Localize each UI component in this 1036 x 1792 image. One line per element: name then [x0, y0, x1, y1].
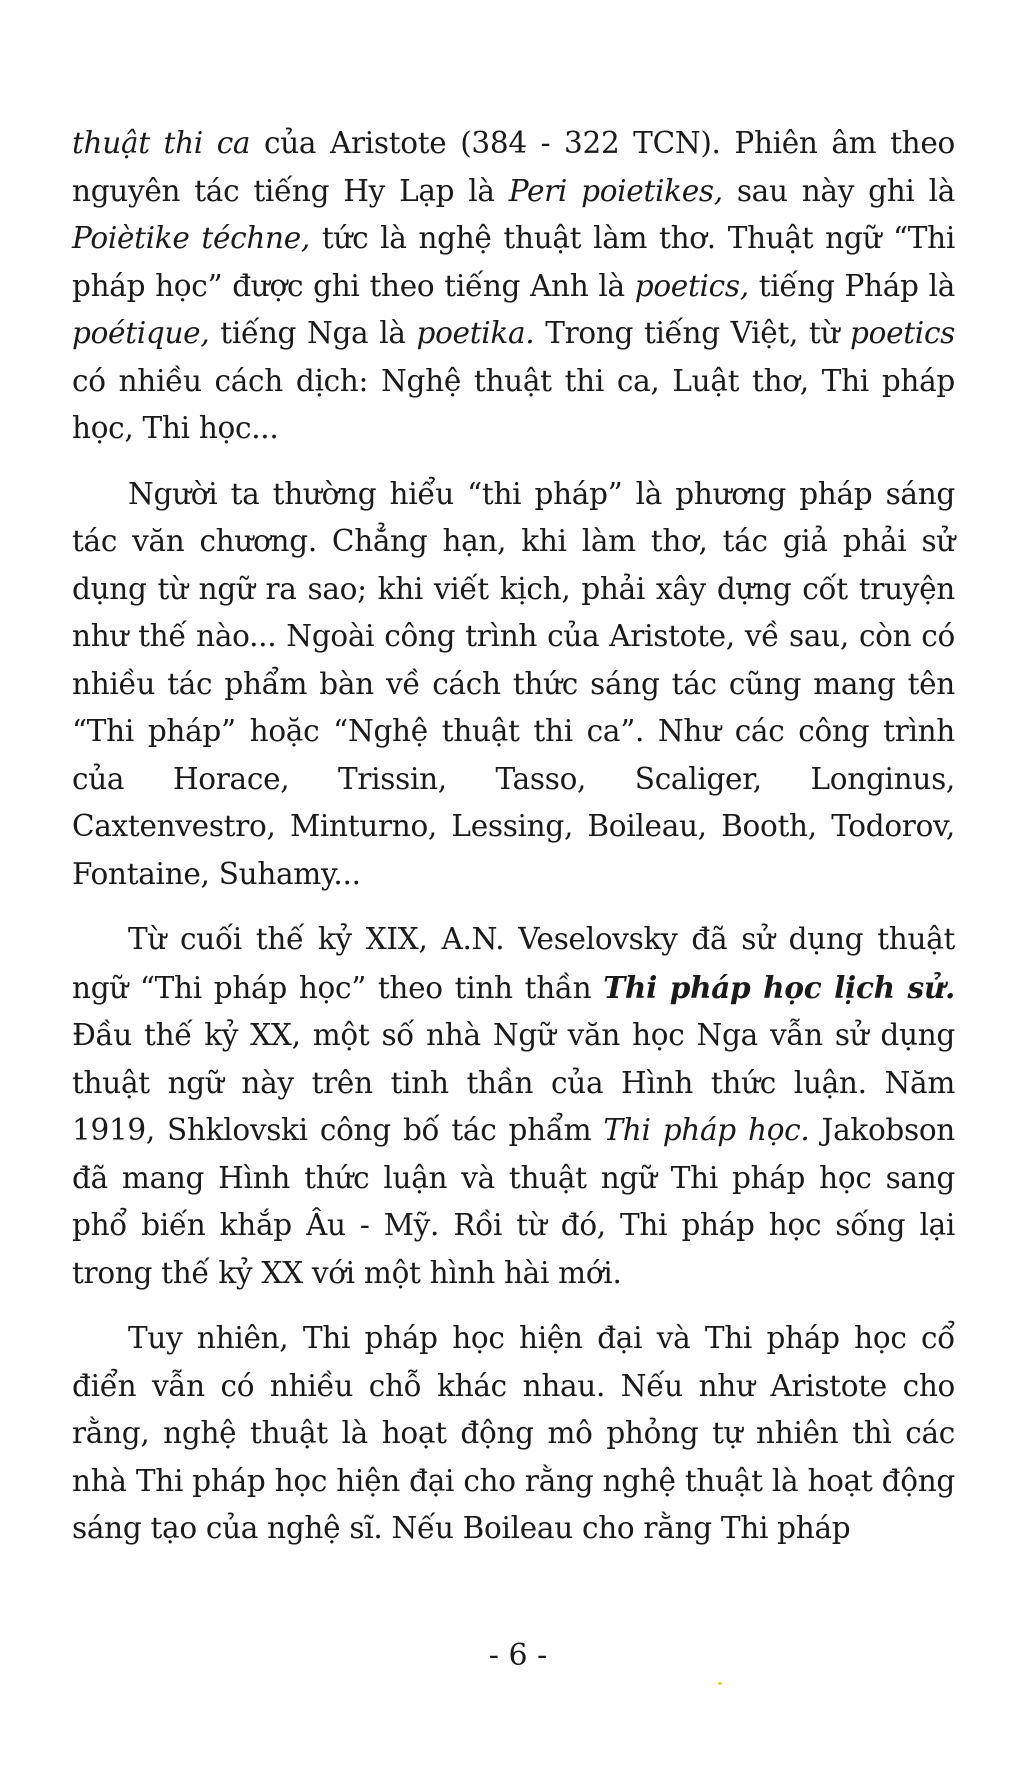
italic-text: poetika.: [416, 316, 535, 350]
page-body: [72, 120, 955, 1571]
body-text: Tuy nhiên, Thi pháp học hiện đại và Thi pháp học cổ điển vẫn có nhiều chỗ khác nhau. Nếu như Aristote cho rằng, nghệ thuật là hoạt động mô phỏng tự nhiên thì các nhà Thi pháp học hiện đại cho rằng nghệ thuật là hoạt động sáng tạo của nghệ sĩ. Nếu Boileau cho rằng Thi pháp: [72, 1321, 955, 1545]
paragraph-1: [72, 120, 955, 453]
italic-text: poétique,: [72, 316, 210, 350]
body-text: của Aristote (384 - 322 TCN). Phiên âm theo nguyên tác tiếng Hy Lạp là: [72, 126, 955, 208]
body-text: Người ta thường hiểu “thi pháp” là phương pháp sáng tác văn chương. Chẳng hạn, khi làm thơ, tác giả phải sử dụng từ ngữ ra sao; khi viết kịch, phải xây dựng cốt truyện như thế nào... Ngoài công trình của Aristote, về sau, còn có nhiều tác phẩm bàn về cách thức sáng tác cũng mang tên “Thi pháp” hoặc “Nghệ thuật thi ca”. Như các công trình của Horace, Trissin, Tasso, Scaliger, Longinus, Caxtenvestro, Minturno, Lessing, Boileau, Booth, Todorov, Fontaine, Suhamy...: [72, 476, 955, 891]
paragraph-3: [72, 916, 955, 1297]
italic-text: Thi pháp học.: [603, 1113, 810, 1147]
body-text: Trong tiếng Việt, từ: [534, 316, 851, 350]
italic-text: Peri poietikes,: [508, 173, 723, 208]
italic-text: poetics: [850, 316, 955, 350]
paper-speck: [718, 1682, 722, 1685]
italic-text: Poiètike téchne,: [72, 221, 310, 255]
body-text: tiếng Pháp là: [748, 268, 955, 303]
bold-italic-text: Thi pháp học lịch sử.: [603, 969, 955, 1005]
body-text: Jakobson đã mang Hình thức luận và thuật ngữ Thi pháp học sang phổ biến khắp Âu - Mỹ. Rồi từ đó, Thi pháp học sống lại trong thế kỷ XX với một hình hài mới.: [72, 1113, 955, 1290]
body-text: tiếng Nga là: [209, 316, 417, 350]
body-text: tức là nghệ thuật làm thơ. Thuật ngữ “Thi pháp học” được ghi theo tiếng Anh là: [72, 221, 955, 303]
paragraph-2: [72, 471, 955, 899]
body-text: Đầu thế kỷ XX, một số nhà Ngữ văn học Nga vẫn sử dụng thuật ngữ này trên tinh thần của Hình thức luận. Năm 1919, Shklovski công bố tác phẩm: [72, 1018, 955, 1147]
body-text: có nhiều cách dịch: Nghệ thuật thi ca, Luật thơ, Thi pháp học, Thi học...: [72, 363, 955, 445]
italic-text: thuật thi ca: [72, 126, 251, 160]
italic-text: poetics,: [634, 268, 749, 303]
body-text: Từ cuối thế kỷ XIX, A.N. Veselovsky đã sử dụng thuật ngữ “Thi pháp học” theo tinh thần: [72, 922, 955, 1005]
paragraph-4: [72, 1315, 955, 1553]
page-number: - 6 -: [488, 1638, 548, 1673]
body-text: sau này ghi là: [722, 173, 955, 208]
